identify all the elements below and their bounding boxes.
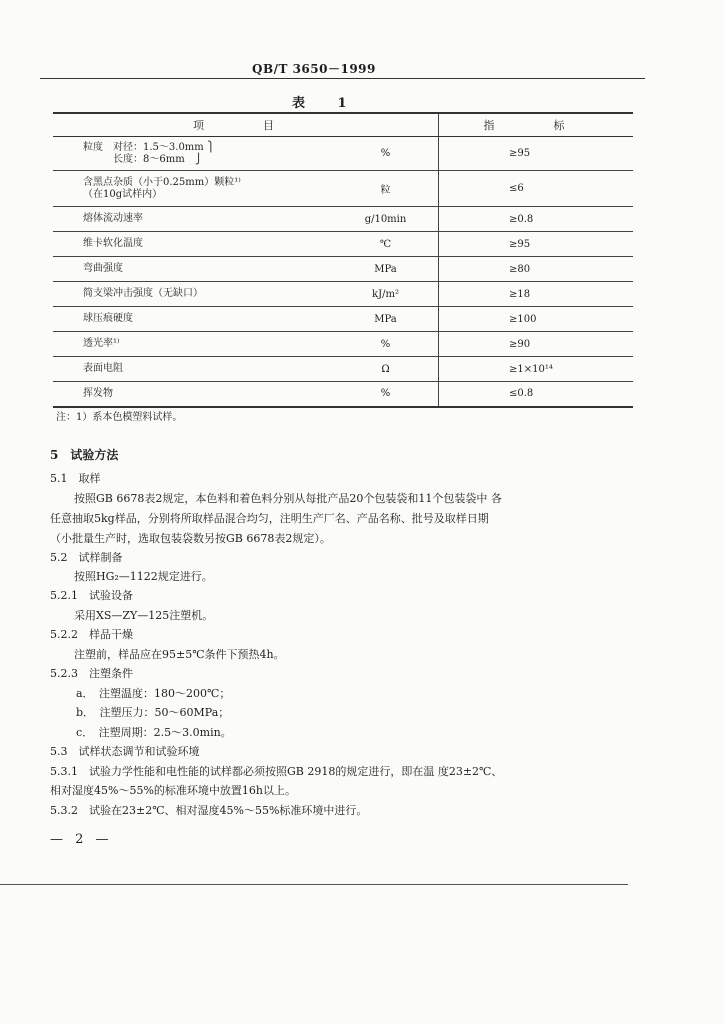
table-row — [53, 137, 633, 171]
table-row — [53, 332, 633, 357]
row-unit: Ω — [333, 357, 439, 382]
row-item: 含黑点杂质（小于0.25mm）颗粒¹⁾ （在10g试样内） — [53, 171, 333, 207]
subsection-heading: 5.2.3 注塑条件 — [50, 667, 133, 680]
paragraph-line: 注塑前，样品应在95±5℃条件下预热4h。 — [74, 648, 285, 661]
table-row — [53, 282, 633, 307]
subsection-heading: 5.2.1 试验设备 — [50, 589, 133, 602]
row-unit: MPa — [333, 307, 439, 332]
row-unit: g/10min — [333, 207, 439, 232]
row-value: ≤0.8 — [439, 382, 634, 407]
row-item: 弯曲强度 — [53, 257, 333, 282]
paragraph-line: 按照GB 6678表2规定，本色料和着色料分别从每批产品20个包装袋和11个包装袋中 各 — [74, 492, 502, 505]
table-header-row — [53, 113, 633, 137]
row-value: ≥95 — [439, 232, 634, 257]
table-row — [53, 382, 633, 407]
paragraph-line: 任意抽取5kg样品，分别将所取样品混合均匀，注明生产厂名、产品名称、批号及取样日期 — [50, 512, 489, 525]
page-number: — 2 — — [50, 832, 113, 847]
subsection-heading: 5.2.2 样品干燥 — [50, 628, 133, 641]
list-item: c． 注塑周期：2.5～3.0min。 — [76, 726, 232, 739]
standard-number: QB/T 3650－1999 — [252, 62, 376, 76]
table-row — [53, 257, 633, 282]
row-unit: kJ/m² — [333, 282, 439, 307]
header-rule — [40, 78, 645, 79]
table-row — [53, 171, 633, 207]
subsection-heading: 5.3 试样状态调节和试验环境 — [50, 745, 200, 758]
paragraph-line: 5.3.2 试验在23±2℃、相对湿度45%～55%标准环境中进行。 — [50, 804, 368, 817]
row-value: ≥90 — [439, 332, 634, 357]
row-item: 透光率¹⁾ — [53, 332, 333, 357]
col-index-header: 指 标 — [439, 113, 634, 137]
table-row — [53, 307, 633, 332]
table-row — [53, 207, 633, 232]
row-item: 粒度 对径：1.5～3.0mm ⎫ 长度：8～6mm ⎭ — [53, 137, 333, 171]
row-item: 维卡软化温度 — [53, 232, 333, 257]
row-item: 熔体流动速率 — [53, 207, 333, 232]
paragraph-line: 按照HG₂—1122规定进行。 — [74, 570, 213, 583]
row-unit: % — [333, 332, 439, 357]
section-title: 5 试验方法 — [50, 448, 119, 462]
list-item: b． 注塑压力：50～60MPa； — [76, 706, 230, 719]
table-note: 注：1）系本色模塑料试样。 — [56, 412, 183, 423]
subsection-heading: 5.1 取样 — [50, 472, 101, 485]
row-value: ≥18 — [439, 282, 634, 307]
list-item: a． 注塑温度：180～200℃； — [76, 687, 231, 700]
col-item-header: 项 目 — [53, 113, 439, 137]
row-value: ≥1×10¹⁴ — [439, 357, 634, 382]
table-row — [53, 357, 633, 382]
row-unit: ℃ — [333, 232, 439, 257]
row-unit: % — [333, 382, 439, 407]
row-unit: MPa — [333, 257, 439, 282]
row-item: 表面电阻 — [53, 357, 333, 382]
row-unit: % — [333, 137, 439, 171]
table-row — [53, 232, 633, 257]
row-item: 球压痕硬度 — [53, 307, 333, 332]
bottom-rule — [0, 884, 628, 885]
paragraph-line: 5.3.1 试验力学性能和电性能的试样都必须按照GB 2918的规定进行，即在温 度23±2℃、 — [50, 765, 503, 778]
paragraph-line: 采用XS—ZY—125注塑机。 — [74, 609, 214, 622]
row-value: ≥100 — [439, 307, 634, 332]
row-item: 简支梁冲击强度（无缺口） — [53, 282, 333, 307]
subsection-heading: 5.2 试样制备 — [50, 551, 123, 564]
table-caption: 表 1 — [292, 96, 361, 111]
row-value: ≥95 — [439, 137, 634, 171]
row-value: ≥80 — [439, 257, 634, 282]
row-unit: 粒 — [333, 171, 439, 207]
row-value: ≥0.8 — [439, 207, 634, 232]
row-value: ≤6 — [439, 171, 634, 207]
row-item: 挥发物 — [53, 382, 333, 407]
paragraph-line: （小批量生产时，选取包装袋数另按GB 6678表2规定）。 — [50, 532, 331, 545]
paragraph-line: 相对湿度45%～55%的标准环境中放置16h以上。 — [50, 784, 296, 797]
spec-table — [53, 112, 633, 408]
